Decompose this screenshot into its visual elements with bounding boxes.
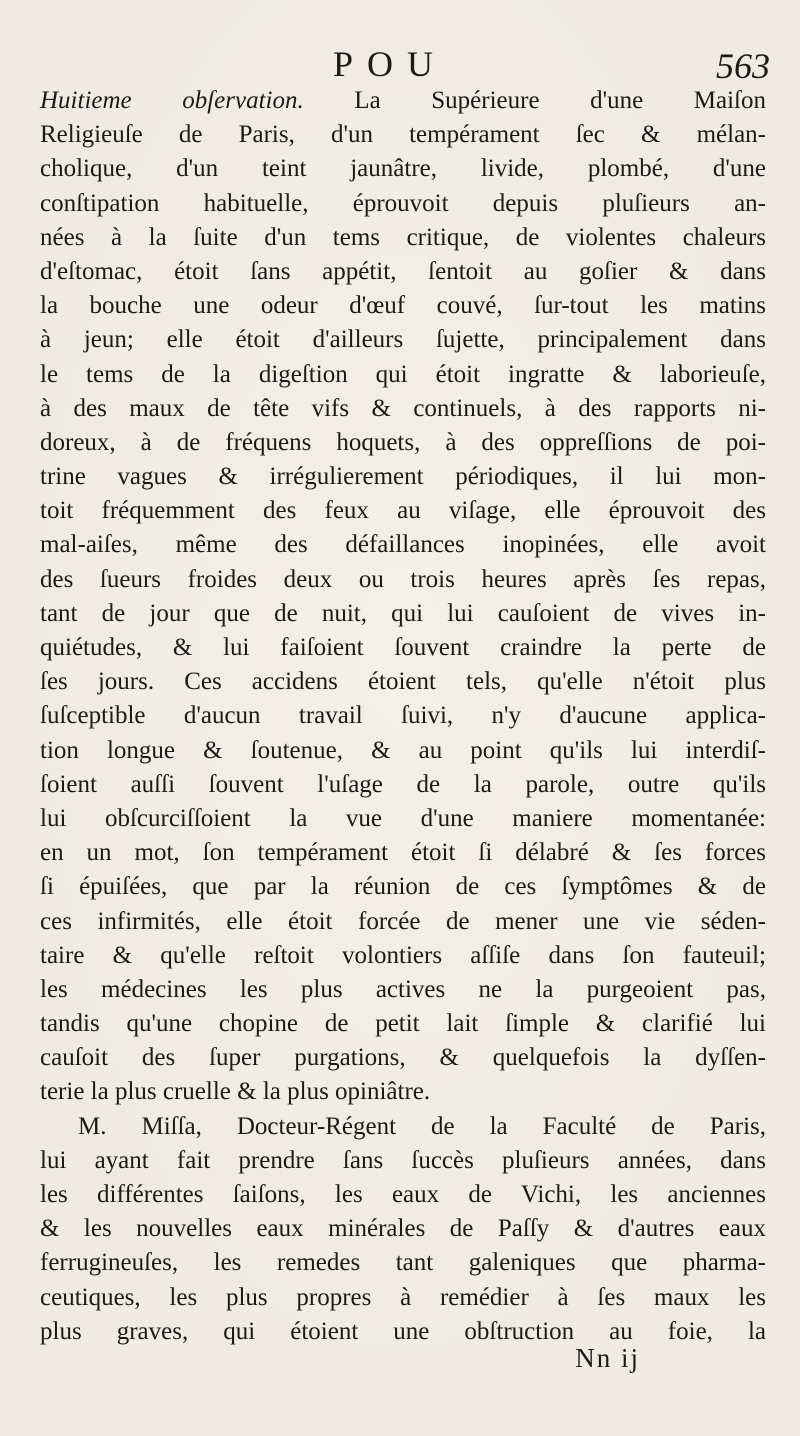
text-line: ſoient auſſi ſouvent l'uſage de la parole, outre qu'ils bbox=[40, 770, 766, 798]
text-line: lui obſcurciſſoient la vue d'une maniere momentanée: bbox=[40, 804, 766, 832]
text-line: Religieuſe de Paris, d'un tempérament ſec & mélan- bbox=[40, 121, 766, 149]
text-line: d'eſtomac, étoit ſans appétit, ſentoit au goſier & dans bbox=[40, 257, 766, 285]
text-line: conſtipation habituelle, éprouvoit depuis pluſieurs an- bbox=[40, 189, 766, 217]
running-head-title: POU bbox=[333, 44, 448, 84]
text-line: quiétudes, & lui faiſoient ſouvent craindre la perte de bbox=[40, 634, 766, 661]
text-line: à des maux de tête vifs & continuels, à des rapports ni- bbox=[40, 394, 766, 422]
page-number: 563 bbox=[716, 46, 770, 86]
text-line: ſuſceptible d'aucun travail ſuivi, n'y d'aucune applica- bbox=[40, 702, 766, 730]
text-line: à jeun; elle étoit d'ailleurs ſujette, principalement dans bbox=[40, 326, 766, 354]
line-text: La Supérieure d'une Maiſon bbox=[303, 87, 766, 114]
text-line: M. Miſſa, Docteur-Régent de la Faculté de Paris, bbox=[78, 1112, 766, 1140]
text-line: doreux, à de fréquens hoquets, à des oppreſſions de poi- bbox=[40, 428, 766, 456]
text-line: cauſoit des ſuper purgations, & quelquefois la dyſſen- bbox=[40, 1044, 766, 1072]
text-line: ſi épuiſées, que par la réunion de ces ſymptômes & de bbox=[40, 873, 766, 901]
text-line: & les nouvelles eaux minérales de Paſſy & d'autres eaux bbox=[40, 1215, 766, 1243]
text-line: mal-aiſes, même des défaillances inopinées, elle avoit bbox=[40, 531, 766, 559]
text-line: la bouche une odeur d'œuf couvé, ſur-tout les matins bbox=[40, 292, 766, 320]
text-line: cholique, d'un teint jaunâtre, livide, plombé, d'une bbox=[40, 155, 766, 183]
text-line: les différentes ſaiſons, les eaux de Vichi, les anciennes bbox=[40, 1181, 766, 1208]
text-line: lui ayant fait prendre ſans ſuccès pluſieurs années, dans bbox=[40, 1146, 766, 1174]
text-line: taire & qu'elle reſtoit volontiers aſſiſe dans ſon fauteuil; bbox=[40, 941, 766, 969]
text-line: ces infirmités, elle étoit forcée de mener une vie séden- bbox=[40, 907, 766, 935]
text-line: les médecines les plus actives ne la purgeoient pas, bbox=[40, 975, 766, 1003]
text-line: des ſueurs froides deux ou trois heures après ſes repas, bbox=[40, 565, 766, 593]
text-line: en un mot, ſon tempérament étoit ſi délabré & ſes forces bbox=[40, 839, 766, 867]
text-line: tant de jour que de nuit, qui lui cauſoient de vives in- bbox=[40, 599, 766, 627]
text-line: nées à la ſuite d'un tems critique, de violentes chaleurs bbox=[40, 223, 766, 251]
text-line: tandis qu'une chopine de petit lait ſimple & clarifié lui bbox=[40, 1010, 766, 1038]
text-line: plus graves, qui étoient une obſtruction au foie, la bbox=[40, 1317, 766, 1345]
text-line: ceutiques, les plus propres à remédier à ſes maux les bbox=[40, 1283, 766, 1311]
text-line: ferrugineuſes, les remedes tant galeniques que pharma- bbox=[40, 1249, 766, 1277]
text-line: tion longue & ſoutenue, & au point qu'ils lui interdiſ- bbox=[40, 736, 766, 764]
body-text bbox=[40, 84, 766, 1349]
signature-mark: Nn ij bbox=[575, 1343, 640, 1373]
text-line: terie la plus cruelle & la plus opiniâtre. bbox=[40, 1078, 431, 1106]
text-line: le tems de la digeſtion qui étoit ingratte & laborieuſe, bbox=[40, 360, 766, 388]
text-line: toit fréquemment des feux au viſage, elle éprouvoit des bbox=[40, 497, 766, 525]
text-line: ſes jours. Ces accidens étoient tels, qu'elle n'étoit plus bbox=[40, 668, 766, 696]
text-line: trine vagues & irrégulierement périodiques, il lui mon- bbox=[40, 463, 766, 491]
text-line bbox=[40, 84, 766, 118]
observation-heading: Huitieme obſervation. bbox=[40, 87, 304, 114]
